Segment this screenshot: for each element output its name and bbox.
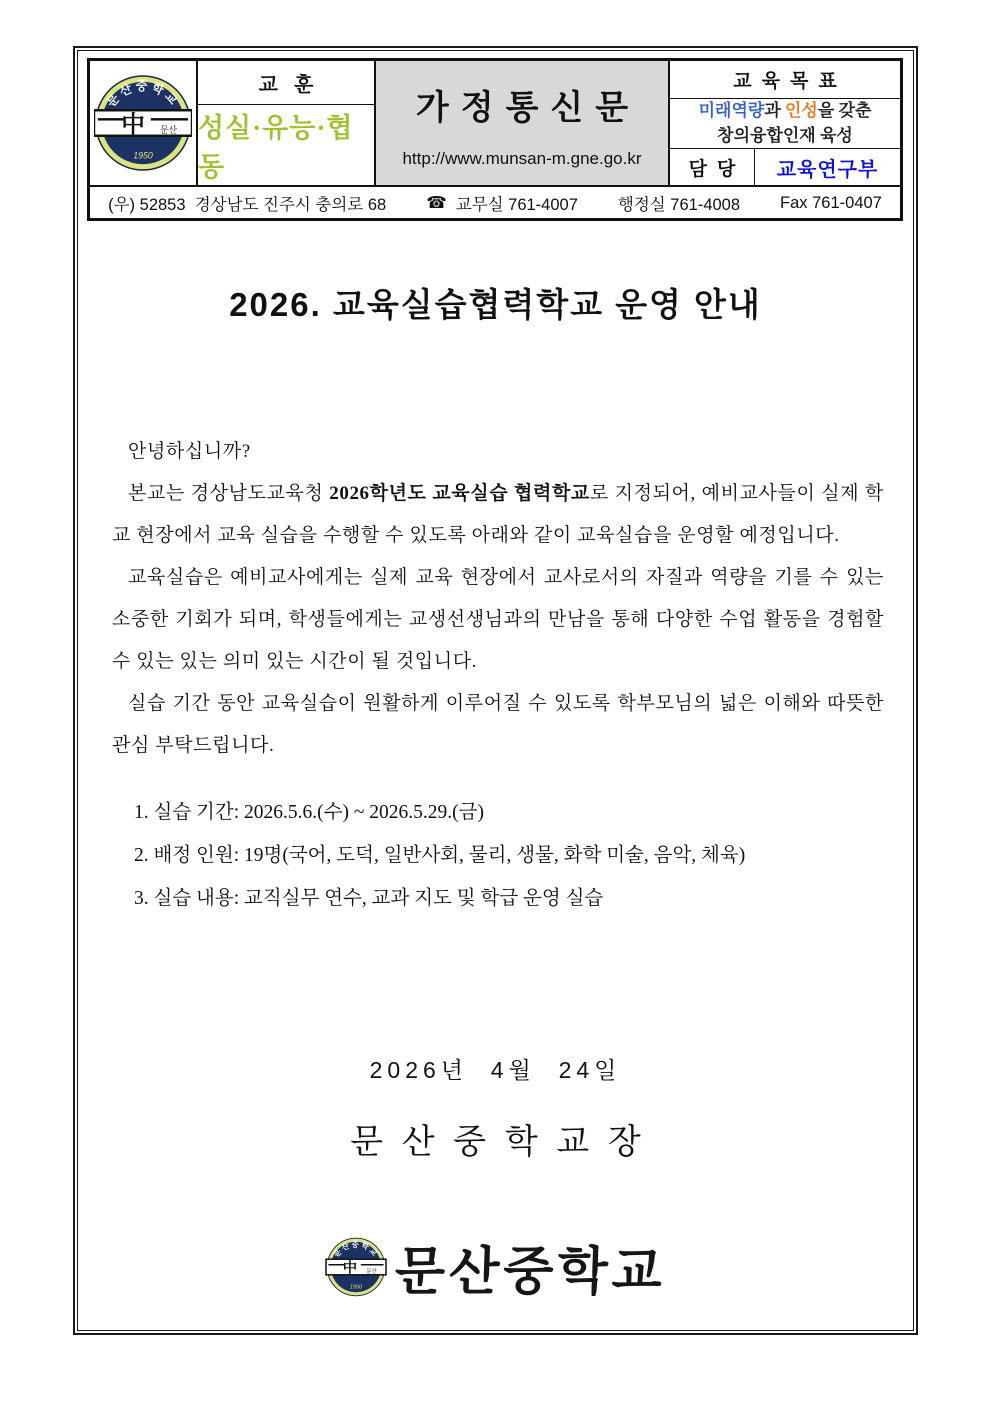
svg-text:문산: 문산 — [159, 124, 177, 135]
paragraph-3: 실습 기간 동안 교육실습이 원활하게 이루어질 수 있도록 학부모님의 넓은 이해와 따뜻한 관심 부탁드립니다. — [112, 693, 884, 756]
svg-text:1950: 1950 — [349, 1284, 362, 1291]
body-text — [112, 431, 884, 767]
greeting-line: 안녕하십니까? — [128, 441, 251, 462]
goal-line1: 미래역량과 인성을 갖춘 — [698, 101, 872, 120]
paragraph-2: 교육실습은 예비교사에게는 실제 교육 현장에서 교사로서의 자질과 역량을 기를 수 있는 소중한 기회가 되며, 학생들에게는 교생선생님과의 만남을 통해 다양한 수업 활동을 경험할 수 있는 있는 의미 있는 시간이 될 것입니다. — [112, 567, 884, 672]
contact-row — [90, 185, 900, 219]
staff-department: 교육연구부 — [754, 149, 900, 185]
fax-number: Fax 761-0407 — [780, 193, 882, 212]
school-stamp-row — [78, 1229, 913, 1304]
issue-date: 2026년 4월 24일 — [369, 1057, 622, 1083]
paragraph-1: 본교는 경상남도교육청 2026학년도 교육실습 협력학교로 지정되어, 예비교사들이 실제 학교 현장에서 교육 실습을 수행할 수 있도록 아래와 같이 교육실습을 운영할 예정입니다. — [112, 483, 884, 546]
list-item-period: 1. 실습 기간: 2026.5.6.(수) ~ 2026.5.29.(금) — [134, 802, 484, 823]
doc-type-title: 가정통신문 — [415, 88, 641, 127]
goal-label: 교육목표 — [670, 61, 900, 99]
admin-phone: 행정실 761-4008 — [617, 196, 741, 215]
goal-text — [670, 99, 900, 148]
info-list — [134, 791, 890, 920]
goal-line2: 창의융합인재 육성 — [717, 125, 853, 145]
principal-signature: 문산중학교장 — [350, 1123, 660, 1161]
svg-text:문산중학교: 문산중학교 — [103, 79, 183, 110]
school-emblem-icon — [325, 1234, 387, 1300]
motto-cell — [196, 61, 374, 185]
svg-text:中: 中 — [342, 1259, 358, 1276]
motto-label: 교훈 — [198, 61, 374, 105]
staff-row — [670, 148, 900, 185]
page-border — [73, 46, 918, 1335]
list-item-people: 2. 배정 인원: 19명(국어, 도덕, 일반사회, 물리, 생물, 화학 미술, 음악, 체육) — [134, 845, 746, 866]
page-border-inner — [77, 50, 914, 1331]
list-item-content: 3. 실습 내용: 교직실무 연수, 교과 지도 및 학급 운영 실습 — [134, 888, 604, 909]
svg-text:1950: 1950 — [133, 150, 153, 161]
svg-text:문산중학교: 문산중학교 — [331, 1239, 381, 1259]
masthead-cell — [374, 61, 668, 185]
header-table — [87, 58, 903, 221]
postal-address: (우) 52853 경상남도 진주시 충의로 68 — [108, 196, 387, 215]
school-logo-cell — [90, 61, 196, 185]
document-title: 2026. 교육실습협력학교 운영 안내 — [229, 286, 762, 323]
motto-value: 성실·유능·협동 — [198, 113, 354, 183]
phone-icon: ☎ — [426, 194, 447, 213]
school-url: http://www.munsan-m.gne.go.kr — [402, 148, 642, 168]
office-phone: 교무실 761-4007 — [455, 196, 578, 215]
staff-label: 담당 — [688, 158, 746, 180]
svg-text:문산: 문산 — [366, 1268, 377, 1275]
bold-phrase: 2026학년도 교육실습 협력학교 — [329, 483, 590, 504]
svg-text:中: 中 — [121, 110, 145, 137]
school-calligraphy: 문산중학교 — [393, 1244, 667, 1301]
school-emblem-icon — [94, 69, 192, 177]
goal-cell — [668, 61, 900, 185]
